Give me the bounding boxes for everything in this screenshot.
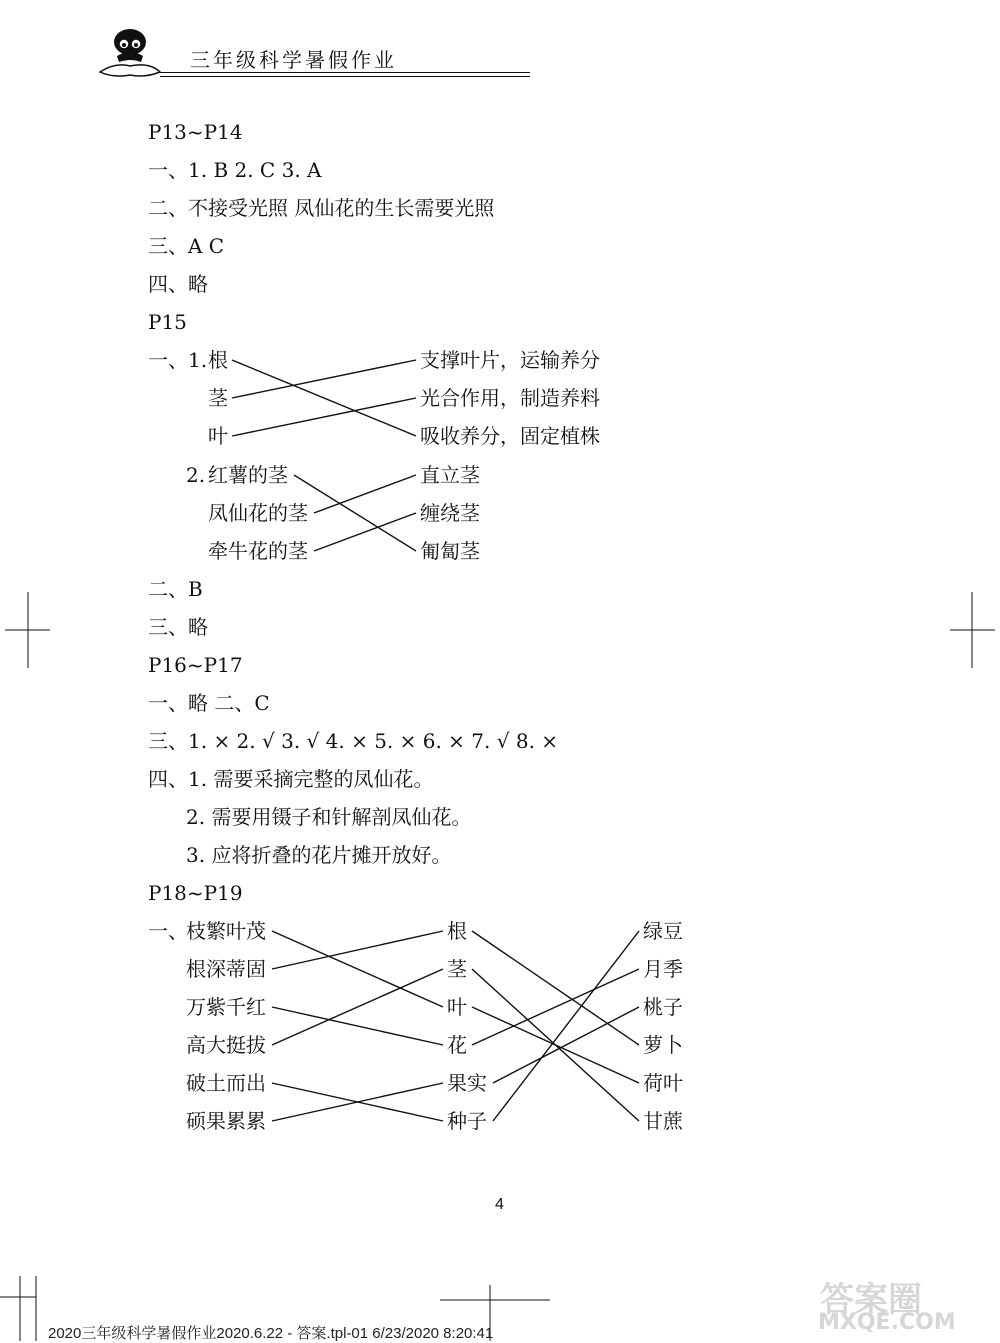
- match-right-item: 匍匐茎: [420, 539, 480, 563]
- connector-line: [294, 475, 416, 551]
- match-left-item: 根: [208, 348, 228, 372]
- connector-line: [272, 931, 443, 969]
- answer-line: 三、略: [148, 615, 208, 639]
- question-prefix: 一、: [148, 919, 188, 943]
- match-col1-item: 万紫千红: [186, 995, 266, 1019]
- match-right-item: 光合作用，制造养料: [420, 386, 600, 410]
- connector-line: [272, 931, 443, 1007]
- answer-line: 3. 应将折叠的花片摊开放好。: [186, 843, 452, 867]
- match-col1-item: 破土而出: [186, 1071, 266, 1095]
- section-heading-p16: P16~P17: [148, 653, 243, 677]
- answer-line: 一、1. B 2. C 3. A: [148, 158, 322, 182]
- answer-line: 三、A C: [148, 234, 225, 258]
- connector-line: [232, 360, 416, 398]
- answer-line: 三、1. × 2. √ 3. √ 4. × 5. × 6. × 7. √ 8. ×: [148, 729, 559, 753]
- section-heading-p13: P13~P14: [148, 120, 243, 144]
- match-left-item: 红薯的茎: [208, 463, 288, 487]
- connector-line: [272, 1007, 443, 1045]
- watermark-bottom: MXQE.COM: [818, 1310, 956, 1335]
- page-number: 4: [495, 1196, 504, 1213]
- match-left-item: 叶: [208, 424, 228, 448]
- connector-line: [232, 398, 416, 436]
- match-col3-item: 桃子: [643, 995, 683, 1019]
- connector-line: [314, 475, 416, 513]
- answer-line: 二、B: [148, 577, 203, 601]
- match-left-item: 牵牛花的茎: [208, 539, 308, 563]
- answer-line: 2. 需要用镊子和针解剖凤仙花。: [186, 805, 472, 829]
- match-col1-item: 硕果累累: [186, 1109, 266, 1133]
- match-left-item: 茎: [208, 386, 228, 410]
- connector-line: [472, 969, 639, 1045]
- match-col2-item: 果实: [447, 1071, 487, 1095]
- connector-line: [472, 1007, 639, 1083]
- match-left-item: 凤仙花的茎: [208, 501, 308, 525]
- match-col3-item: 荷叶: [643, 1071, 683, 1095]
- connector-line: [232, 360, 416, 436]
- match-right-item: 直立茎: [420, 463, 480, 487]
- section-heading-p18: P18~P19: [148, 881, 243, 905]
- match-col2-item: 茎: [447, 957, 467, 981]
- match-right-item: 吸收养分，固定植株: [420, 424, 600, 448]
- header-title: 三年级科学暑假作业: [190, 48, 397, 72]
- match-col1-item: 高大挺拔: [186, 1033, 266, 1057]
- match-col2-item: 叶: [447, 995, 467, 1019]
- answer-line: 四、略: [148, 272, 208, 296]
- match-col3-item: 月季: [643, 957, 683, 981]
- question-prefix: 2.: [186, 463, 206, 487]
- connector-line: [472, 931, 639, 1045]
- connector-line: [493, 1007, 639, 1083]
- match-col3-item: 甘蔗: [643, 1109, 683, 1133]
- match-col2-item: 花: [447, 1033, 467, 1057]
- question-prefix: 一、1.: [148, 348, 208, 372]
- answer-line: 一、略 二、C: [148, 691, 270, 715]
- answer-line: 四、1. 需要采摘完整的凤仙花。: [148, 767, 434, 791]
- answer-line: 二、不接受光照 凤仙花的生长需要光照: [148, 196, 495, 220]
- match-right-item: 缠绕茎: [420, 501, 480, 525]
- match-col1-item: 枝繁叶茂: [186, 919, 266, 943]
- print-footer: 2020三年级科学暑假作业2020.6.22 - 答案.tpl-01 6/23/2020 8:20:41: [48, 1325, 494, 1342]
- match-col2-item: 种子: [447, 1109, 487, 1133]
- connector-line: [272, 969, 443, 1045]
- match-col1-item: 根深蒂固: [186, 957, 266, 981]
- match-col2-item: 根: [447, 919, 467, 943]
- match-col3-item: 萝卜: [643, 1033, 683, 1057]
- watermark-top: 答案圈: [820, 1280, 922, 1320]
- match-col3-item: 绿豆: [643, 919, 683, 943]
- match-right-item: 支撑叶片，运输养分: [420, 348, 600, 372]
- section-heading-p15: P15: [148, 310, 187, 334]
